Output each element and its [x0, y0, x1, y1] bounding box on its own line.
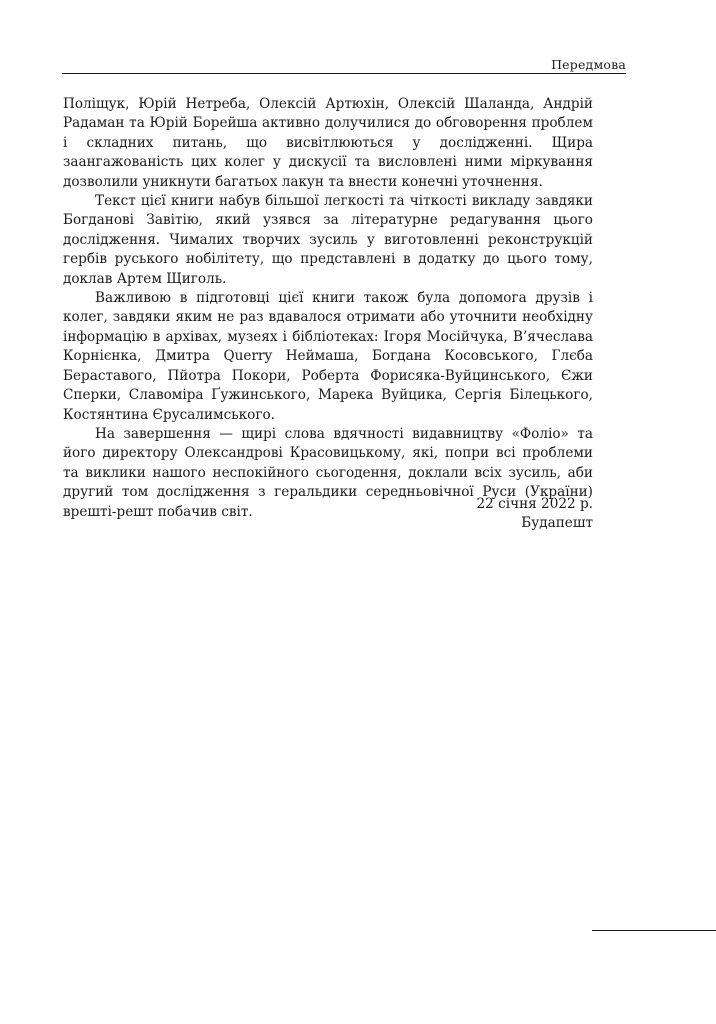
- signature-block: [477, 495, 593, 534]
- signature-place: Будапешт: [521, 515, 593, 532]
- signature-date: 22 січня 2022 р.: [476, 496, 593, 512]
- paragraph-continued: Поліщук, Юрій Нетреба, Олексій Артюхін, Олексій Шаланда, Андрій Радаман та Юрій Борейша активно долучилися до обговорення проблем і складних питань, що висвітлюються у дослідженні. Щира заангажованість цих колег у дискусії та висловлені ними міркування дозволили уникнути багатьох лакун та внести конечні уточнення.: [63, 96, 593, 190]
- paragraph-publisher-thanks: На завершення — щирі слова вдячності видавництву «Фоліо» та його директору Олександрові Красовицькому, які, попри всі проблеми та виклики нашого неспокійного сьогодення, доклали всіх зусиль, аби другий том дослідження з геральдики середньовічної Руси (України) врешті-решт побачив світ.: [63, 425, 593, 520]
- paragraph-colleagues-thanks: Важливою в підготовці цієї книги також була допомога друзів і колег, завдяки яким не раз вдавалося отримати або уточнити необхідну інформацію в архівах, музеях і бібліотеках: Ігоря Мосійчука, В’ячеслава Корнієнка, Дмитра Querry Неймаша, Богдана Косовського, Глєба Берaставого, Пйотра Покори, Роберта Форисяка-Вуйцинського, Єжи Сперки, Славоміра Ґужинського, Марека Вуйцика, Сергія Білецького, Костянтина Єрусалимського.: [63, 290, 593, 423]
- paragraph-editor-thanks: Текст цієї книги набув більшої легкості та чіткості викладу завдяки Богданові Завітію, який узявся за літературне редагування цього дослідження. Чималих творчих зусиль у виготовленні реконструкцій гербів руського нобілітету, що представлені в додатку до цього тому, доклав Артем Щиголь.: [63, 193, 593, 287]
- footer-rule: [592, 930, 716, 931]
- running-head-title: Передмова: [551, 57, 626, 72]
- header-rule: [62, 73, 626, 74]
- main-text: [63, 95, 593, 522]
